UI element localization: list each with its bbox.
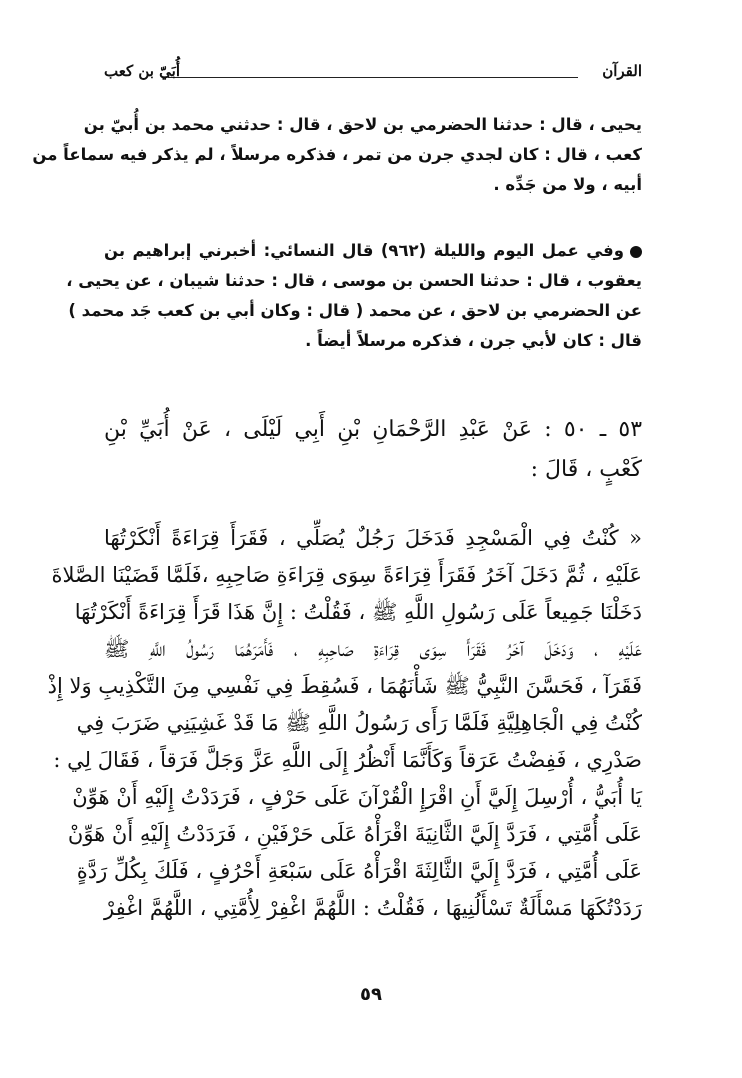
text-line: عَلَيْهِ ، وَدَخَلَ آخَرُ فَقَرَأَ سِوَى قِرَاءَةِ صَاحِبِهِ ، فَأَمَرَهُمَا رَسُولُ اللَّهِ ﷺ (104, 637, 642, 661)
text-line: ٥٣ ـ ٥٠ : عَنْ عَبْدِ الرَّحْمَانِ بْنِ أَبِي لَيْلَى ، عَنْ أُبَيِّ بْنِ (104, 417, 643, 442)
text-line: كُنْتُ فِي الْجَاهِلِيَّةِ فَلَمَّا رَأَى رَسُولُ اللَّهِ ﷺ مَا قَدْ غَشِيَنِي ضَرَبَ فِي (76, 711, 642, 735)
footnote-paragraph-2 (66, 236, 642, 356)
header-rule (168, 77, 578, 78)
text-line: عَلَى أُمَّتِي ، فَرَدَّ إِلَيَّ الثَّالِثَةَ اقْرَأْهُ عَلَى سَبْعَةِ أَحْرُفٍ ، فَلَكَ بِكُلِّ رَدَّةٍ (76, 859, 642, 883)
text-line: يَا أُبَيُّ ، أُرْسِلَ إِلَيَّ أَنِ اقْرَإِ الْقُرْآنَ عَلَى حَرْفٍ ، فَرَدَدْتُ إِلَيْهِ أَنْ هَوِّنْ (72, 785, 642, 809)
header-chapter-title: أُبَيّ بن كعب (104, 62, 180, 80)
text-line: كعب ، قال : كان لجدي جرن من تمر ، فذكره مرسلاً ، لم يذكر فيه سماعاً من (32, 145, 642, 164)
text-line: أبيه ، ولا من جَدِّه . (493, 175, 642, 194)
text-line: يحيى ، قال : حدثنا الحضرمي بن لاحق ، قال : حدثني محمد بن أُبيّ بن (83, 115, 642, 134)
text-line: صَدْرِي ، فَفِضْتُ عَرَقاً وَكَأَنَّمَا أَنْظُرُ إِلَى اللَّهِ عَزَّ وَجَلَّ فَرَقاً ، فَقَالَ لِي : (53, 748, 642, 772)
text-line: كَعْبٍ ، قَالَ : (530, 457, 642, 482)
running-header (104, 62, 642, 88)
header-section-title: القرآن (602, 62, 642, 80)
text-line: رَدَدْتُكَهَا مَسْأَلَةٌ تَسْأَلُنِيهَا ، فَقُلْتُ : اللَّهُمَّ اغْفِرْ لِأُمَّتِي ، اللَّهُمَّ اغْفِرْ (104, 896, 642, 920)
hadith-text (47, 520, 642, 927)
text-line-content: وفي عمل اليوم والليلة (٩٦٢) قال النسائي: أخبرني إبراهيم بن (104, 241, 624, 260)
footnote-paragraph-1 (32, 110, 642, 200)
text-line: قال : كان لأبي جرن ، فذكره مرسلاً أيضاً . (305, 331, 642, 350)
page-number: ٥٩ (360, 984, 382, 1005)
text-line: دَخَلْنَا جَمِيعاً عَلَى رَسُولِ اللَّهِ ﷺ ، فَقُلْتُ : إِنَّ هَذَا قَرَأَ قِرَاءَةً أَنْكَرْتُهَا (74, 600, 642, 624)
text-line: يعقوب ، قال : حدثنا الحسن بن موسى ، قال : حدثنا شيبان ، عن يحيى ، (66, 271, 642, 290)
text-line: عَلَيْهِ ، ثُمَّ دَخَلَ آخَرُ فَقَرَأَ قِرَاءَةً سِوَى قِرَاءَةِ صَاحِبِهِ ،فَلَمَّا قَضَيْنَا الصَّلاةَ (51, 563, 642, 587)
bullet-icon (630, 246, 642, 258)
hadith-heading (104, 410, 642, 490)
text-line: عَلَى أُمَّتِي ، فَرَدَّ إِلَيَّ الثَّانِيَةَ اقْرَأْهُ عَلَى حَرْفَيْنِ ، فَرَدَدْتُ إِلَيْهِ أَنْ هَوِّنْ (67, 822, 642, 846)
text-line: « كُنْتُ فِي الْمَسْجِدِ فَدَخَلَ رَجُلٌ يُصَلِّي ، فَقَرَأَ قِرَاءَةً أَنْكَرْتُهَا (104, 526, 642, 550)
text-line: فَقَرَآ ، فَحَسَّنَ النَّبِيُّ ﷺ شَأْنَهُمَا ، فَسُقِطَ فِي نَفْسِي مِنَ التَّكْذِيبِ وَلا إِذْ (47, 674, 642, 698)
text-line: عن الحضرمي بن لاحق ، عن محمد ( قال : وكان أبي بن كعب جَد محمد ) (68, 301, 642, 320)
text-line (104, 236, 642, 266)
